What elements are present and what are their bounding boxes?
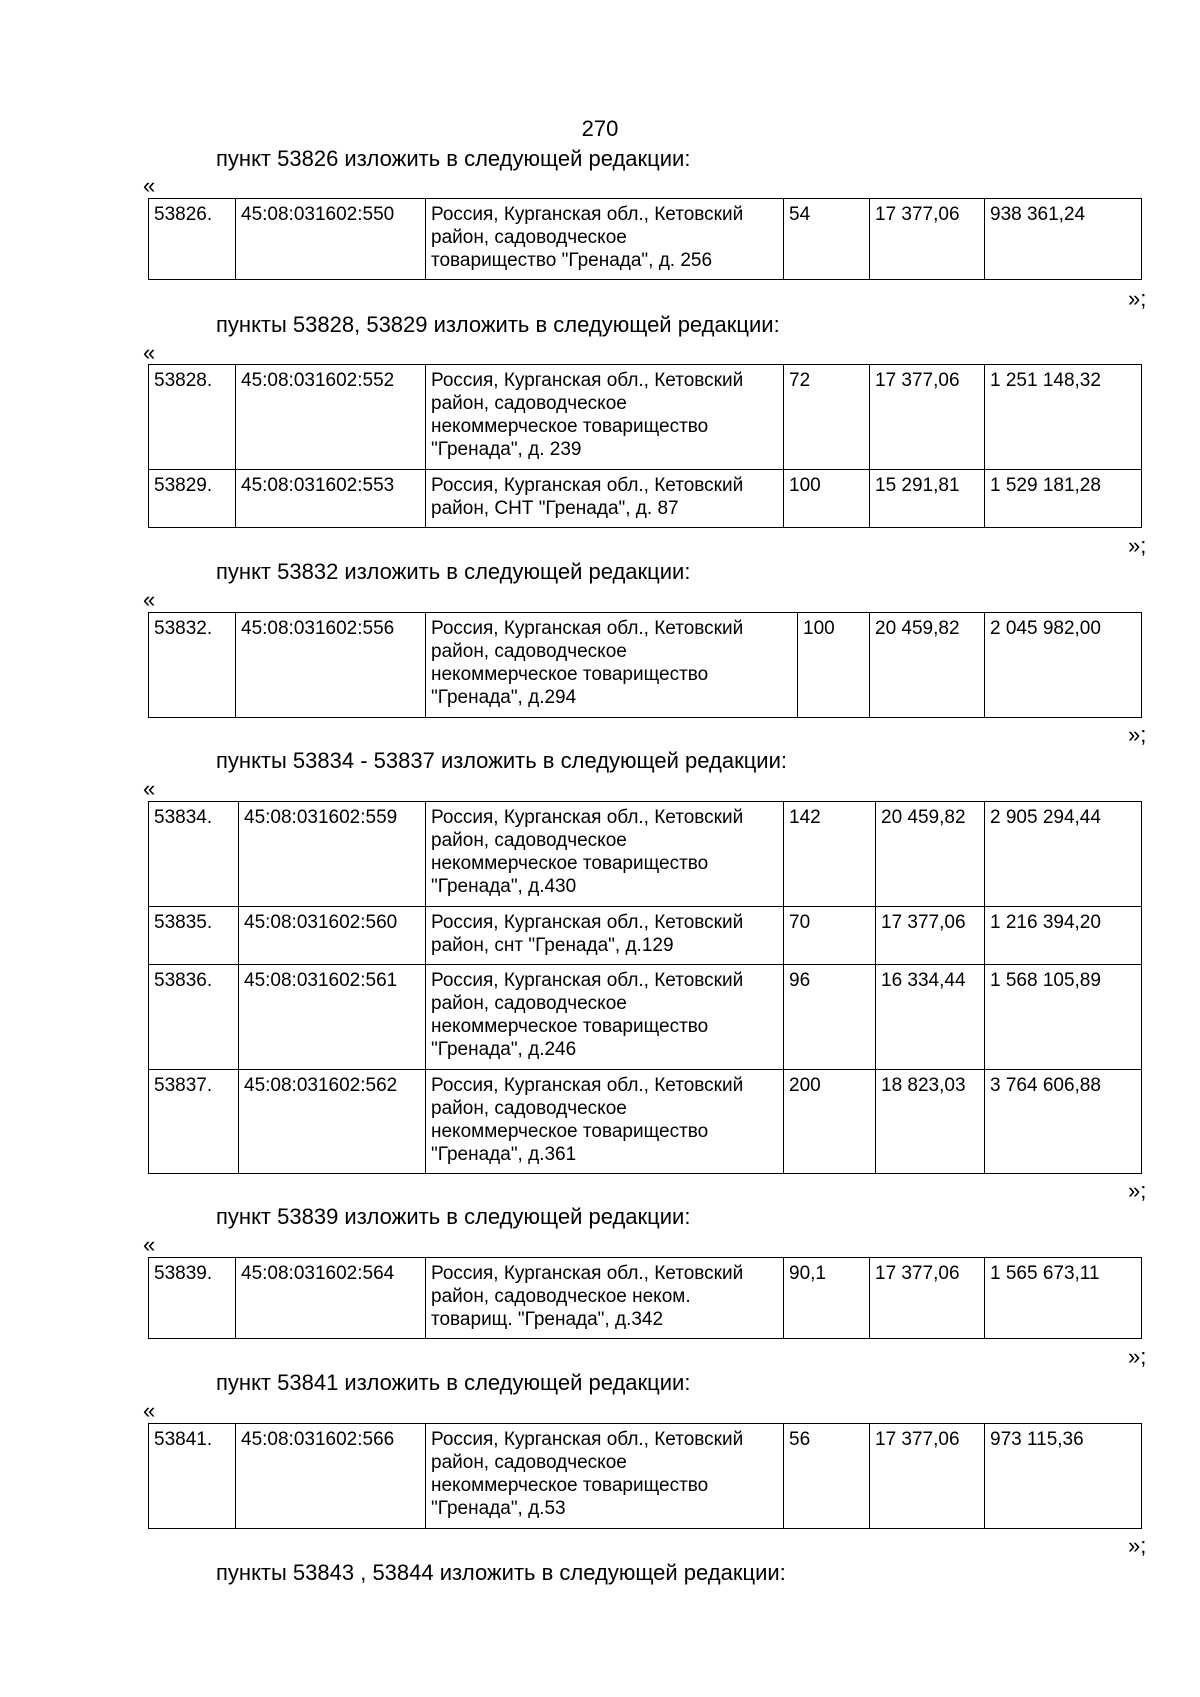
amendment-table xyxy=(148,1257,1142,1339)
address-cell xyxy=(426,1070,784,1174)
open-quote: « xyxy=(143,1398,156,1423)
address-line: "Гренада", д.53 xyxy=(431,1498,566,1519)
address-line: "Гренада", д.430 xyxy=(431,876,577,897)
address-cell xyxy=(426,1258,784,1339)
amendment-table xyxy=(148,1423,1142,1529)
address-cell xyxy=(426,199,784,280)
address-line: "Гренада", д.361 xyxy=(431,1144,577,1165)
section-intro: пункт 53841 изложить в следующей редакции: xyxy=(216,1370,691,1395)
address-line: Россия, Курганская обл., Кетовский xyxy=(431,912,744,933)
item-number: 53837. xyxy=(149,1070,239,1174)
address-line: район, снт "Гренада", д.129 xyxy=(431,935,674,956)
area-value: 54 xyxy=(784,199,870,280)
table-row xyxy=(149,1258,1142,1339)
address-line: Россия, Курганская обл., Кетовский xyxy=(431,475,744,496)
area-value: 56 xyxy=(784,1424,870,1529)
unit-price: 15 291,81 xyxy=(870,470,985,528)
cadastral-number: 45:08:031602:560 xyxy=(239,907,426,965)
address-line: "Гренада", д.294 xyxy=(431,687,577,708)
total-value: 2 045 982,00 xyxy=(985,613,1142,718)
close-quote: »; xyxy=(1128,1533,1147,1558)
address-line: район, садоводческое xyxy=(431,1452,627,1473)
area-value: 90,1 xyxy=(784,1258,870,1339)
amendment-table xyxy=(148,612,1142,718)
address-line: некоммерческое товарищество xyxy=(431,853,709,874)
area-value: 72 xyxy=(784,365,870,470)
total-value: 938 361,24 xyxy=(985,199,1142,280)
close-quote: »; xyxy=(1128,722,1147,747)
section-intro: пункты 53843 , 53844 изложить в следующей редакции: xyxy=(216,1560,786,1585)
address-line: некоммерческое товарищество xyxy=(431,664,709,685)
section-intro: пункт 53826 изложить в следующей редакции: xyxy=(216,146,691,171)
cadastral-number: 45:08:031602:552 xyxy=(236,365,426,470)
open-quote: « xyxy=(143,587,156,612)
address-cell xyxy=(426,907,784,965)
cadastral-number: 45:08:031602:562 xyxy=(239,1070,426,1174)
table-row xyxy=(149,613,1142,718)
cadastral-number: 45:08:031602:550 xyxy=(236,199,426,280)
address-line: Россия, Курганская обл., Кетовский xyxy=(431,618,744,639)
area-value: 96 xyxy=(784,965,876,1070)
open-quote: « xyxy=(143,1232,156,1257)
table-row xyxy=(149,907,1142,965)
address-line: район, садоводческое xyxy=(431,993,627,1014)
address-cell xyxy=(426,613,798,718)
address-cell xyxy=(426,802,784,907)
unit-price: 17 377,06 xyxy=(870,1258,985,1339)
table-row xyxy=(149,199,1142,280)
area-value: 100 xyxy=(784,470,870,528)
unit-price: 20 459,82 xyxy=(876,802,985,907)
section-intro: пункты 53828, 53829 изложить в следующей редакции: xyxy=(216,312,780,337)
address-line: район, садоводческое xyxy=(431,393,627,414)
unit-price: 20 459,82 xyxy=(870,613,985,718)
item-number: 53829. xyxy=(149,470,236,528)
address-line: Россия, Курганская обл., Кетовский xyxy=(431,1429,744,1450)
table-row xyxy=(149,802,1142,907)
cadastral-number: 45:08:031602:564 xyxy=(236,1258,426,1339)
section-intro: пункты 53834 - 53837 изложить в следующей редакции: xyxy=(216,748,788,773)
address-line: Россия, Курганская обл., Кетовский xyxy=(431,807,744,828)
address-cell xyxy=(426,1424,784,1529)
item-number: 53835. xyxy=(149,907,239,965)
address-line: район, садоводческое xyxy=(431,830,627,851)
close-quote: »; xyxy=(1128,1344,1147,1369)
item-number: 53836. xyxy=(149,965,239,1070)
total-value: 1 251 148,32 xyxy=(985,365,1142,470)
item-number: 53826. xyxy=(149,199,236,280)
address-line: "Гренада", д.246 xyxy=(431,1039,577,1060)
amendment-table xyxy=(148,198,1142,280)
total-value: 3 764 606,88 xyxy=(985,1070,1142,1174)
address-line: район, садоводческое неком. xyxy=(431,1286,691,1307)
total-value: 2 905 294,44 xyxy=(985,802,1142,907)
unit-price: 17 377,06 xyxy=(870,199,985,280)
item-number: 53839. xyxy=(149,1258,236,1339)
address-line: район, садоводческое xyxy=(431,641,627,662)
address-line: некоммерческое товарищество xyxy=(431,1016,709,1037)
address-cell xyxy=(426,965,784,1070)
address-line: район, СНТ "Гренада", д. 87 xyxy=(431,498,679,519)
total-value: 1 216 394,20 xyxy=(985,907,1142,965)
unit-price: 16 334,44 xyxy=(876,965,985,1070)
address-line: Россия, Курганская обл., Кетовский xyxy=(431,970,744,991)
open-quote: « xyxy=(143,173,156,198)
open-quote: « xyxy=(143,776,156,801)
cadastral-number: 45:08:031602:559 xyxy=(239,802,426,907)
unit-price: 18 823,03 xyxy=(876,1070,985,1174)
cadastral-number: 45:08:031602:553 xyxy=(236,470,426,528)
address-line: Россия, Курганская обл., Кетовский xyxy=(431,204,744,225)
area-value: 70 xyxy=(784,907,876,965)
close-quote: »; xyxy=(1128,1178,1147,1203)
item-number: 53834. xyxy=(149,802,239,907)
area-value: 200 xyxy=(784,1070,876,1174)
address-line: Россия, Курганская обл., Кетовский xyxy=(431,1075,744,1096)
total-value: 1 529 181,28 xyxy=(985,470,1142,528)
cadastral-number: 45:08:031602:561 xyxy=(239,965,426,1070)
close-quote: »; xyxy=(1128,286,1147,311)
table-row xyxy=(149,1070,1142,1174)
address-line: Россия, Курганская обл., Кетовский xyxy=(431,370,744,391)
address-line: товарищ. "Гренада", д.342 xyxy=(431,1309,664,1330)
address-line: некоммерческое товарищество xyxy=(431,1121,709,1142)
total-value: 1 568 105,89 xyxy=(985,965,1142,1070)
unit-price: 17 377,06 xyxy=(876,907,985,965)
address-cell xyxy=(426,365,784,470)
address-line: некоммерческое товарищество xyxy=(431,416,709,437)
address-line: "Гренада", д. 239 xyxy=(431,439,582,460)
area-value: 142 xyxy=(784,802,876,907)
address-cell xyxy=(426,470,784,528)
close-quote: »; xyxy=(1128,533,1147,558)
address-line: район, садоводческое xyxy=(431,227,627,248)
area-value: 100 xyxy=(798,613,870,718)
address-line: район, садоводческое xyxy=(431,1098,627,1119)
unit-price: 17 377,06 xyxy=(870,365,985,470)
table-row xyxy=(149,470,1142,528)
item-number: 53832. xyxy=(149,613,236,718)
amendment-table xyxy=(148,801,1142,1174)
total-value: 973 115,36 xyxy=(985,1424,1142,1529)
open-quote: « xyxy=(143,340,156,365)
address-line: некоммерческое товарищество xyxy=(431,1475,709,1496)
address-line: товарищество "Гренада", д. 256 xyxy=(431,250,713,271)
section-intro: пункт 53839 изложить в следующей редакции: xyxy=(216,1204,691,1229)
total-value: 1 565 673,11 xyxy=(985,1258,1142,1339)
cadastral-number: 45:08:031602:556 xyxy=(236,613,426,718)
section-intro: пункт 53832 изложить в следующей редакции: xyxy=(216,559,691,584)
address-line: Россия, Курганская обл., Кетовский xyxy=(431,1263,744,1284)
amendment-table xyxy=(148,364,1142,528)
unit-price: 17 377,06 xyxy=(870,1424,985,1529)
item-number: 53841. xyxy=(149,1424,236,1529)
item-number: 53828. xyxy=(149,365,236,470)
table-row xyxy=(149,1424,1142,1529)
cadastral-number: 45:08:031602:566 xyxy=(236,1424,426,1529)
page-number: 270 xyxy=(581,116,619,141)
table-row xyxy=(149,365,1142,470)
table-row xyxy=(149,965,1142,1070)
